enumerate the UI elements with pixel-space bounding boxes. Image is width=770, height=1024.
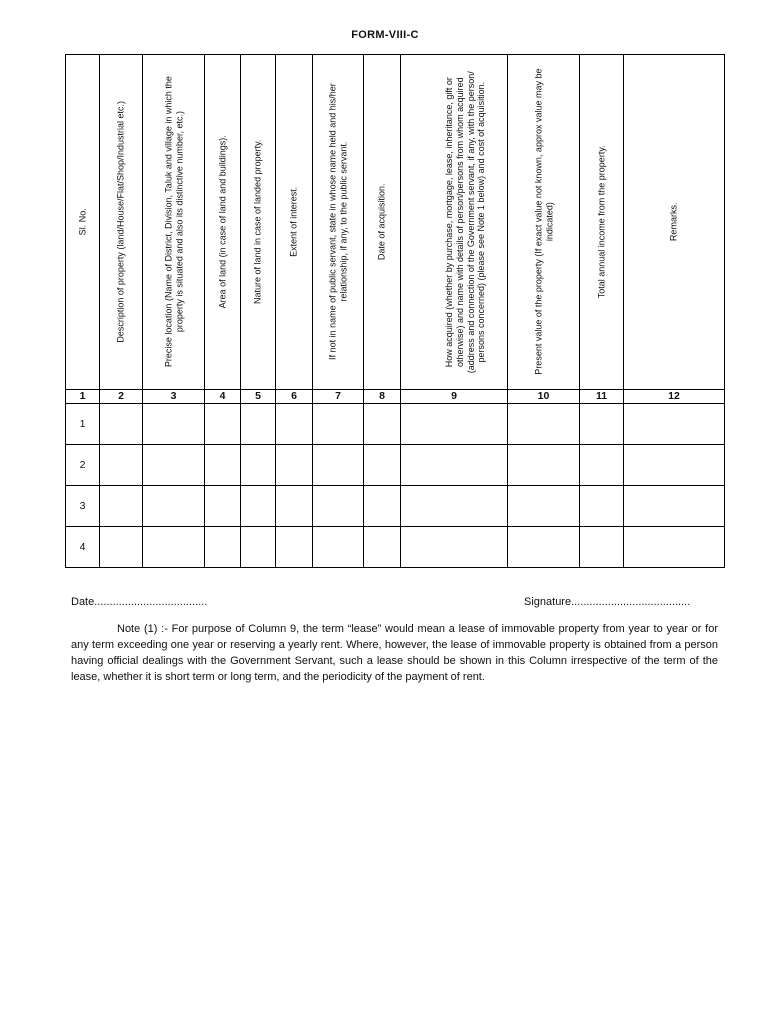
table-cell[interactable] — [508, 445, 580, 486]
header-row — [66, 55, 725, 390]
table-cell[interactable] — [143, 404, 205, 445]
column-number: 2 — [100, 390, 143, 404]
note-text: Note (1) :- For purpose of Column 9, the term “lease” would mean a lease of immovable property from year to year or for any term exceeding one year or reserving a yearly rent. Where, however, the lease of immovable property is obtained from a person having official dealings with the Government Servant, such a lease should be shown in this Column irrespective of the term of the lease, whether it is short term or long term, and the periodicity of the payment of rent. — [71, 623, 718, 683]
table-cell[interactable] — [205, 445, 241, 486]
table-cell[interactable] — [241, 527, 276, 568]
header-present-value: Present value of the property (If exact value not known, approx value may be indicated) — [532, 68, 554, 376]
header-annual-income: Total annual income from the property. — [596, 145, 607, 299]
header-extent: Extent of interest. — [288, 186, 299, 258]
table-cell[interactable] — [100, 486, 143, 527]
column-number: 11 — [580, 390, 624, 404]
table-cell[interactable] — [624, 445, 725, 486]
table-row — [66, 486, 725, 527]
table-cell[interactable] — [276, 527, 313, 568]
table-cell[interactable] — [401, 486, 508, 527]
table-cell[interactable] — [313, 527, 364, 568]
header-area: Area of land (in case of land and buildings). — [217, 135, 228, 309]
table-cell[interactable] — [143, 486, 205, 527]
table-cell[interactable] — [364, 404, 401, 445]
row-serial: 1 — [66, 404, 100, 445]
property-table — [65, 54, 725, 568]
table-cell[interactable] — [241, 486, 276, 527]
header-description: Description of property (land/House/Flat/Shop/Industrial etc.) — [115, 101, 126, 343]
column-number: 12 — [624, 390, 725, 404]
header-cell — [205, 55, 241, 390]
column-number: 3 — [143, 390, 205, 404]
table-cell[interactable] — [580, 404, 624, 445]
table-cell[interactable] — [580, 486, 624, 527]
table-cell[interactable] — [401, 527, 508, 568]
note-paragraph — [71, 621, 718, 685]
table-cell[interactable] — [401, 445, 508, 486]
header-cell — [241, 55, 276, 390]
date-line: Date..................................... — [71, 596, 208, 608]
table-cell[interactable] — [241, 445, 276, 486]
header-cell — [401, 55, 508, 390]
table-cell[interactable] — [100, 527, 143, 568]
column-number: 8 — [364, 390, 401, 404]
table-cell[interactable] — [624, 527, 725, 568]
column-number: 7 — [313, 390, 364, 404]
table-cell[interactable] — [508, 486, 580, 527]
column-number: 9 — [401, 390, 508, 404]
table-cell[interactable] — [276, 445, 313, 486]
table-cell[interactable] — [364, 486, 401, 527]
header-sl-no: Sl. No. — [77, 208, 88, 236]
column-number: 1 — [66, 390, 100, 404]
table-row — [66, 404, 725, 445]
header-cell — [276, 55, 313, 390]
header-cell — [143, 55, 205, 390]
form-title: FORM-VIII-C — [351, 29, 419, 41]
table-row — [66, 445, 725, 486]
header-holder: If not in name of public servant, state in whose name held and his/her relationship, if any, to the public servant. — [327, 83, 349, 361]
table-cell[interactable] — [580, 445, 624, 486]
table-row — [66, 527, 725, 568]
header-cell — [100, 55, 143, 390]
header-cell — [624, 55, 725, 390]
table-cell[interactable] — [241, 404, 276, 445]
table-cell[interactable] — [364, 527, 401, 568]
header-cell — [580, 55, 624, 390]
header-date-acquisition: Date of acquisition. — [376, 183, 387, 261]
signature-line: Signature....................................... — [524, 596, 691, 608]
table-cell[interactable] — [313, 486, 364, 527]
table-cell[interactable] — [143, 445, 205, 486]
table-cell[interactable] — [100, 445, 143, 486]
table-cell[interactable] — [508, 527, 580, 568]
column-number-row — [66, 390, 725, 404]
column-number: 10 — [508, 390, 580, 404]
row-serial: 3 — [66, 486, 100, 527]
table-cell[interactable] — [205, 527, 241, 568]
header-cell — [364, 55, 401, 390]
column-number: 4 — [205, 390, 241, 404]
table-cell[interactable] — [143, 527, 205, 568]
header-location: Precise location (Name of District, Division, Taluk and village in which the property is situated and also its distinctive number, etc.) — [162, 76, 184, 368]
table-cell[interactable] — [276, 486, 313, 527]
header-cell — [313, 55, 364, 390]
table-cell[interactable] — [508, 404, 580, 445]
table-cell[interactable] — [364, 445, 401, 486]
row-serial: 2 — [66, 445, 100, 486]
header-how-acquired: How acquired (whether by purchase, mortgage, lease, inheritance, gift or otherwise) and name with details of person/persons from whom acquired (address and connection of the Government servant, if any, with the person/ persons concerned) (please see Note 1 below) and cost of acquisition. — [443, 71, 487, 374]
row-serial: 4 — [66, 527, 100, 568]
header-cell — [66, 55, 100, 390]
header-nature: Nature of land in case of landed property. — [252, 139, 263, 305]
header-cell — [508, 55, 580, 390]
table-cell[interactable] — [205, 486, 241, 527]
table-cell[interactable] — [313, 445, 364, 486]
table-cell[interactable] — [313, 404, 364, 445]
table-cell[interactable] — [276, 404, 313, 445]
column-number: 5 — [241, 390, 276, 404]
table-cell[interactable] — [624, 404, 725, 445]
table-cell[interactable] — [401, 404, 508, 445]
table-cell[interactable] — [580, 527, 624, 568]
table-cell[interactable] — [100, 404, 143, 445]
column-number: 6 — [276, 390, 313, 404]
header-remarks: Remarks. — [668, 202, 679, 242]
table-cell[interactable] — [205, 404, 241, 445]
table-cell[interactable] — [624, 486, 725, 527]
